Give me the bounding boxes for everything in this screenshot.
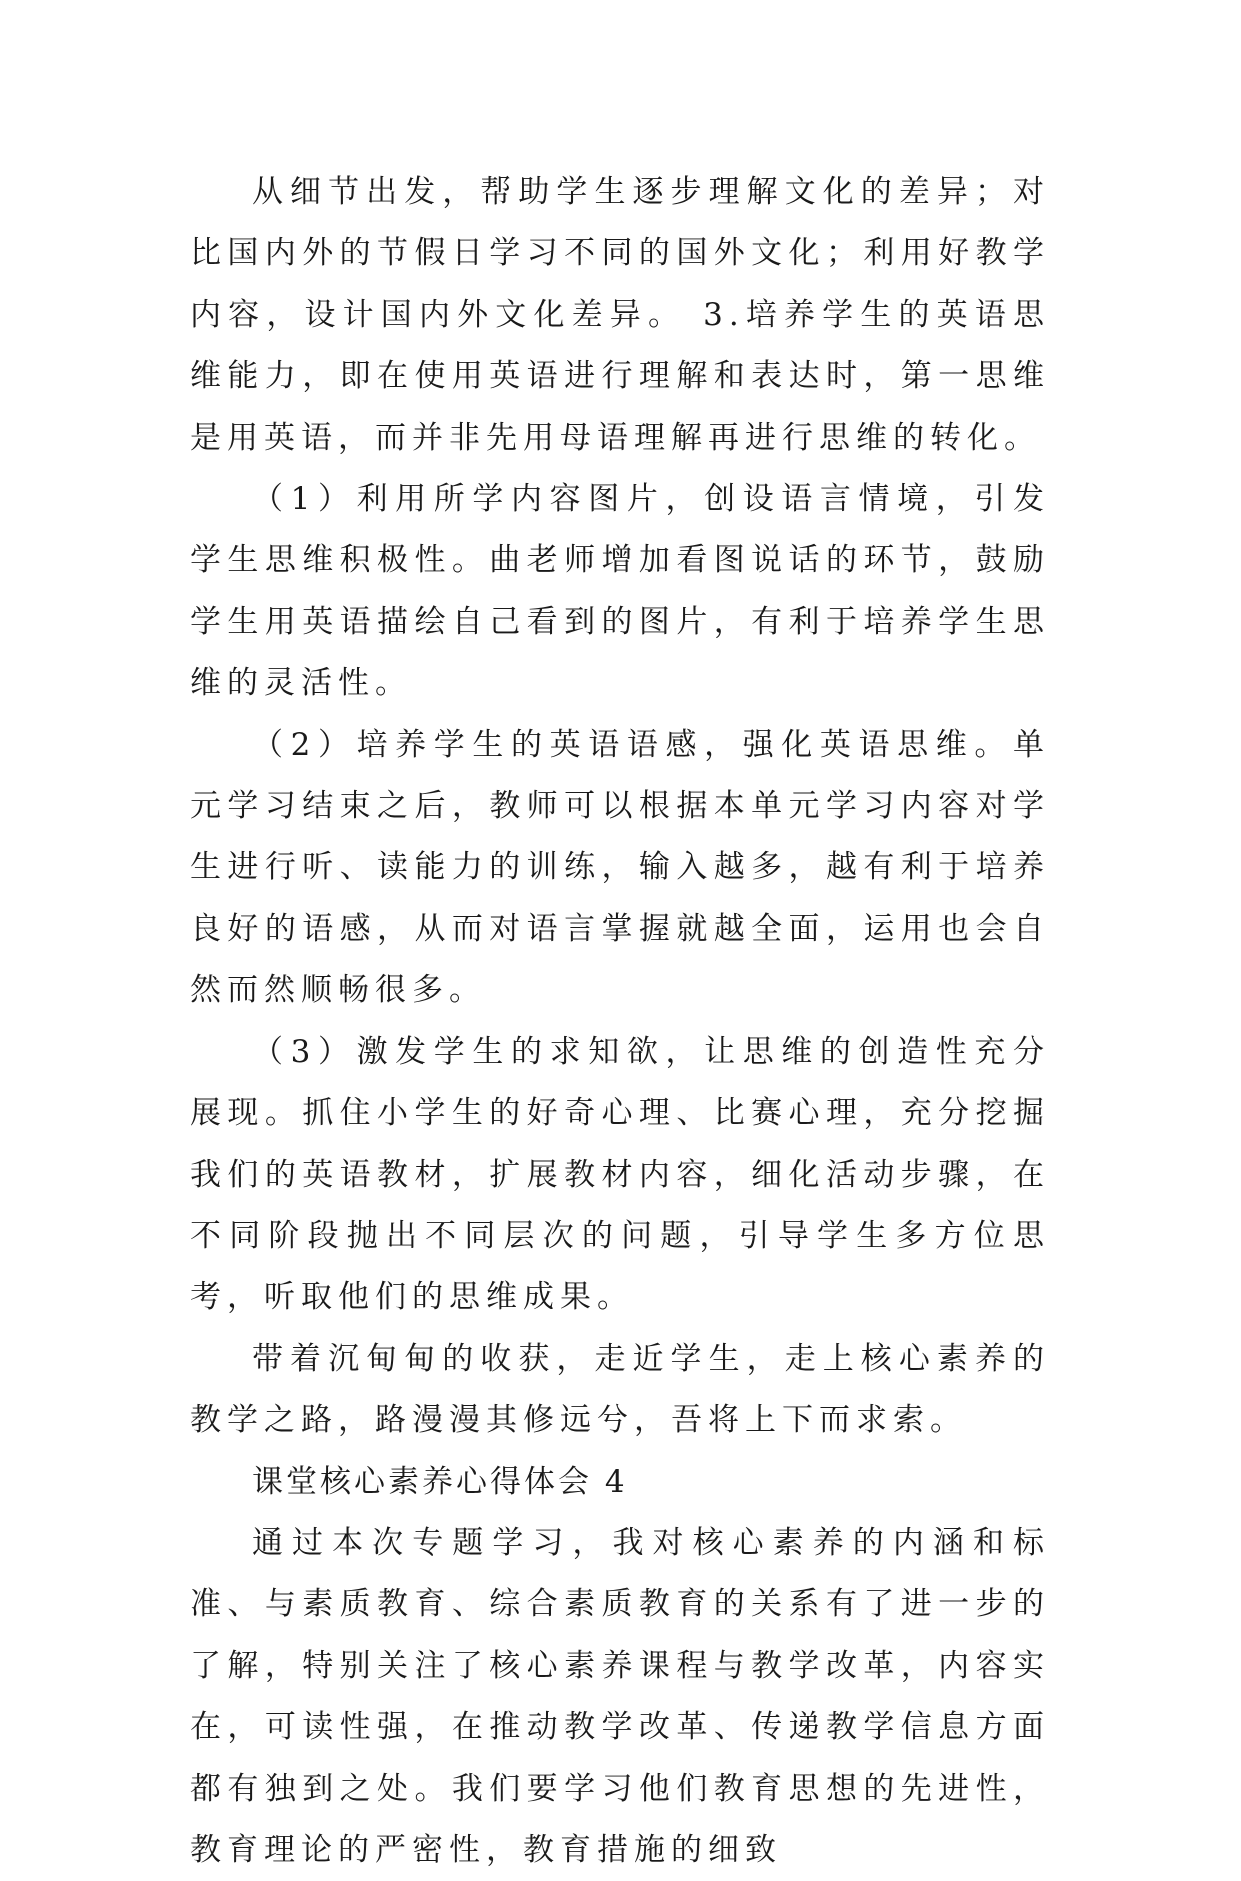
section-heading: 课堂核心素养心得体会 4 bbox=[252, 1463, 628, 1500]
document-body bbox=[190, 162, 1050, 1881]
paragraph-point-3: （3）激发学生的求知欲，让思维的创造性充分展现。抓住小学生的好奇心理、比赛心理，充分挖掘我们的英语教材，扩展教材内容，细化活动步骤，在不同阶段抛出不同层次的问题，引导学生多方位思考，听取他们的思维成果。 bbox=[190, 1033, 1050, 1316]
paragraph-section-4-intro: 通过本次专题学习，我对核心素养的内涵和标准、与素质教育、综合素质教育的关系有了进一步的了解，特别关注了核心素养课程与教学改革，内容实在，可读性强，在推动教学改革、传递教学信息方面都有独到之处。我们要学习他们教育思想的先进性，教育理论的严密性，教育措施的细致 bbox=[190, 1524, 1050, 1868]
paragraph-point-2: （2）培养学生的英语语感，强化英语思维。单元学习结束之后，教师可以根据本单元学习内容对学生进行听、读能力的训练，输入越多，越有利于培养良好的语感，从而对语言掌握就越全面，运用也会自然而然顺畅很多。 bbox=[190, 726, 1050, 1009]
paragraph-conclusion: 带着沉甸甸的收获，走近学生，走上核心素养的教学之路，路漫漫其修远兮，吾将上下而求索。 bbox=[190, 1340, 1050, 1439]
paragraph-point-1: （1）利用所学内容图片，创设语言情境，引发学生思维积极性。曲老师增加看图说话的环节，鼓励学生用英语描绘自己看到的图片，有利于培养学生思维的灵活性。 bbox=[190, 481, 1050, 702]
paragraph-cultural-differences: 从细节出发，帮助学生逐步理解文化的差异；对比国内外的节假日学习不同的国外文化；利用好教学内容，设计国内外文化差异。 3.培养学生的英语思维能力，即在使用英语进行理解和表达时，第一思维是用英语，而并非先用母语理解再进行思维的转化。 bbox=[190, 174, 1050, 456]
